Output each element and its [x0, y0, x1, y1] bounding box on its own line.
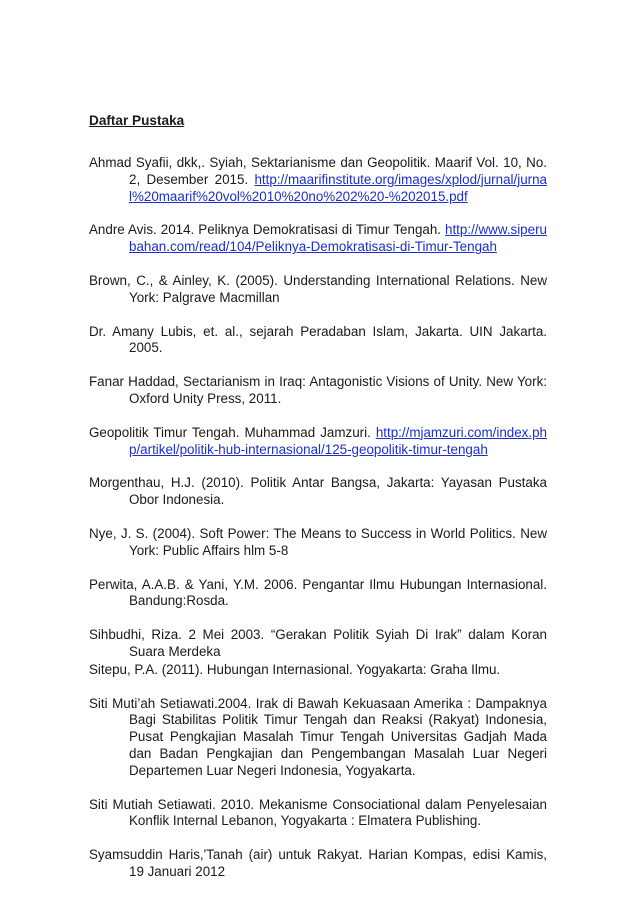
reference-link[interactable]: http://maarifinstitute.org/images/xplod/jurnal/jurnal%20maarif%20vol%2010%20no%202%20-%202015.pdf — [129, 171, 547, 204]
reference-text: Geopolitik Timur Tengah. Muhammad Jamzuri. — [89, 424, 371, 440]
reference-text: Andre Avis. 2014. Peliknya Demokratisasi di Timur Tengah. — [89, 222, 442, 238]
reference-text: Siti Muti’ah Setiawati.2004. Irak di Bawah Kekuasaan Amerika : Dampaknya Bagi Stabilitas Politik Timur Tengah dan Reaksi (Rakyat) Indonesia, Pusat Pengkajian Masalah Timur Tengah Universitas Gadjah Mada dan Badan Pengkajian dan Pengembangan Masalah Luar Negeri Departemen Luar Negeri Indonesia, Yogyakarta. — [89, 695, 547, 778]
reference-item — [89, 222, 547, 256]
reference-text: Nye, J. S. (2004). Soft Power: The Means to Success in World Politics. New York: Public Affairs hlm 5-8 — [89, 525, 547, 558]
reference-text: Morgenthau, H.J. (2010). Politik Antar Bangsa, Jakarta: Yayasan Pustaka Obor Indonesia. — [89, 475, 547, 508]
reference-text: Ahmad Syafii, dkk,. Syiah, Sektarianisme dan Geopolitik. Maarif Vol. 10, No. 2, Desember 2015. — [89, 155, 547, 187]
reference-item — [89, 475, 547, 509]
reference-item — [89, 425, 547, 459]
reference-link[interactable]: http://www.siperubahan.com/read/104/Peliknya-Demokratisasi-di-Timur-Tengah — [129, 222, 547, 255]
reference-item — [89, 662, 547, 679]
reference-text: Brown, C., & Ainley, K. (2005). Understanding International Relations. New York: Palgrave Macmillan — [89, 272, 547, 305]
reference-item — [89, 526, 547, 560]
reference-item — [89, 797, 547, 831]
reference-list — [89, 155, 547, 898]
reference-link[interactable]: http://mjamzuri.com/index.php/artikel/politik-hub-internasional/125-geopolitik-timur-tengah — [129, 424, 547, 457]
reference-item — [89, 155, 547, 205]
reference-text: Perwita, A.A.B. & Yani, Y.M. 2006. Pengantar Ilmu Hubungan Internasional. Bandung:Rosda. — [89, 576, 547, 609]
reference-item — [89, 324, 547, 358]
reference-item — [89, 696, 547, 780]
reference-item — [89, 847, 547, 881]
reference-item — [89, 577, 547, 611]
reference-item — [89, 627, 547, 661]
reference-text: Fanar Haddad, Sectarianism in Iraq: Antagonistic Visions of Unity. New York: Oxford Unity Press, 2011. — [89, 374, 547, 406]
reference-item — [89, 374, 547, 408]
reference-text: Sihbudhi, Riza. 2 Mei 2003. “Gerakan Politik Syiah Di Irak” dalam Koran Suara Merdeka — [89, 627, 547, 659]
reference-text: Sitepu, P.A. (2011). Hubungan Internasional. Yogyakarta: Graha Ilmu. — [89, 661, 501, 677]
reference-text: Dr. Amany Lubis, et. al., sejarah Peradaban Islam, Jakarta. UIN Jakarta. 2005. — [89, 323, 547, 356]
bibliography-heading: Daftar Pustaka — [89, 113, 185, 128]
reference-item — [89, 273, 547, 307]
reference-text: Syamsuddin Haris,'Tanah (air) untuk Rakyat. Harian Kompas, edisi Kamis, 19 Januari 2012 — [89, 847, 547, 879]
reference-text: Siti Mutiah Setiawati. 2010. Mekanisme Consociational dalam Penyelesaian Konflik Internal Lebanon, Yogyakarta : Elmatera Publishing. — [89, 796, 547, 829]
